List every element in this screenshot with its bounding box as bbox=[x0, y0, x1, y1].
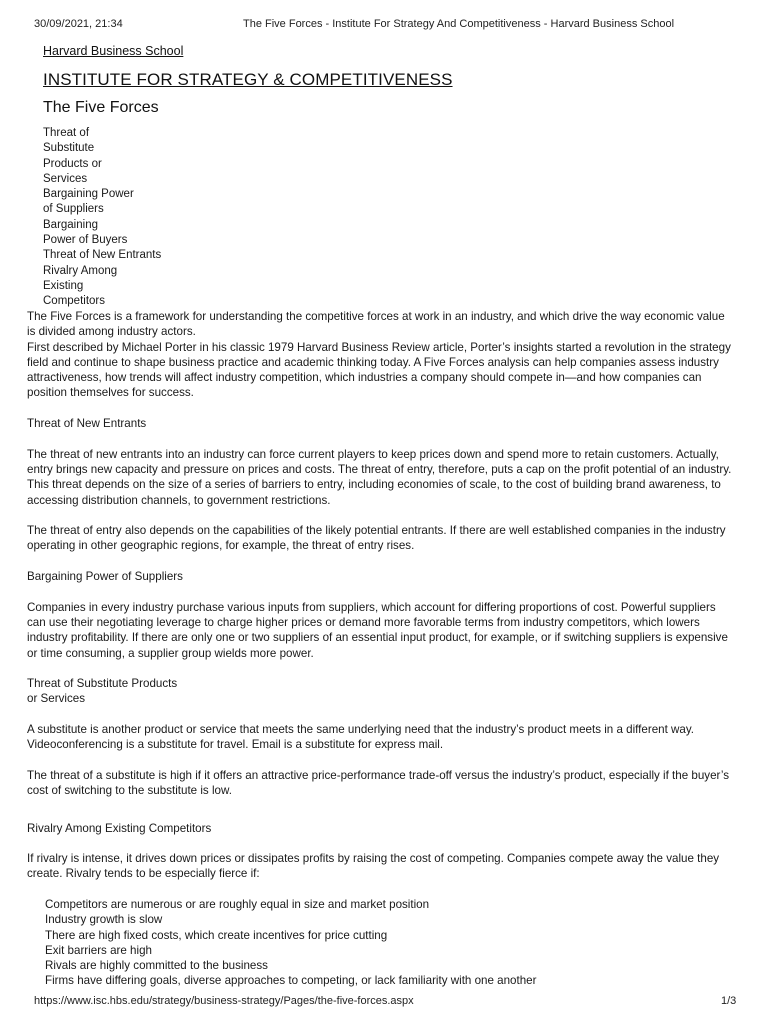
list-item: Competitors are numerous or are roughly equal in size and market position bbox=[45, 897, 430, 911]
rivalry-factors-list bbox=[27, 897, 762, 989]
nav-item[interactable]: Existing bbox=[43, 279, 84, 292]
paragraph-line: operating in other geographic regions, for example, the threat of entry rises. bbox=[27, 539, 415, 553]
intro-line: The Five Forces is a framework for understanding the competitive forces at work in an industry, and which drive the way economic value bbox=[27, 310, 725, 323]
intro-line: position themselves for success. bbox=[27, 386, 194, 400]
paragraph-line: This threat depends on the size of a series of barriers to entry, including economies of scale, to the cost of building brand awareness, to bbox=[27, 478, 721, 492]
list-item: There are high fixed costs, which create incentives for price cutting bbox=[45, 928, 388, 942]
hbs-link[interactable]: Harvard Business School bbox=[43, 44, 184, 58]
intro-line: is divided among industry actors. bbox=[27, 325, 196, 339]
nav-item[interactable]: Competitors bbox=[43, 295, 105, 308]
list-item: Industry growth is slow bbox=[45, 913, 163, 927]
print-footer bbox=[0, 994, 768, 1010]
paragraph-line: accessing distribution channels, to government restrictions. bbox=[27, 493, 331, 507]
institute-link[interactable]: INSTITUTE FOR STRATEGY & COMPETITIVENESS bbox=[43, 70, 453, 89]
list-item: Firms have differing goals, diverse approaches to competing, or lack familiarity with one another bbox=[45, 974, 537, 988]
nav-item[interactable]: Power of Buyers bbox=[43, 234, 128, 247]
page-number: 1/3 bbox=[721, 995, 737, 1007]
paragraph-line: A substitute is another product or service that meets the same underlying need that the industry’s product meets in a different way. bbox=[27, 723, 695, 737]
section-heading: Rivalry Among Existing Competitors bbox=[27, 821, 212, 835]
paragraph-line: If rivalry is intense, it drives down prices or dissipates profits by raising the cost of competing. Companies compete away the value they bbox=[27, 852, 720, 866]
paragraph-line: entry brings new capacity and pressure on prices and costs. The threat of entry, therefore, puts a cap on the profit potential of an industry. bbox=[27, 462, 732, 476]
paragraph-line: Companies in every industry purchase various inputs from suppliers, which account for differing proportions of cost. Powerful suppliers bbox=[27, 600, 716, 614]
intro-line: First described by Michael Porter in his classic 1979 Harvard Business Review article, Porter’s insights started a revolution in the strategy bbox=[27, 340, 731, 354]
paragraph-line: or time consuming, a supplier group wields more power. bbox=[27, 646, 314, 660]
nav-item[interactable]: Threat of New Entrants bbox=[43, 249, 162, 262]
print-url: https://www.isc.hbs.edu/strategy/business-strategy/Pages/the-five-forces.aspx bbox=[34, 995, 414, 1007]
nav-item[interactable]: Bargaining bbox=[43, 218, 98, 231]
paragraph-line: industry profitability. If there are only one or two suppliers of an essential input product, for example, or if switching suppliers is expensive bbox=[27, 631, 728, 645]
paragraph-line: can use their negotiating leverage to charge higher prices or demand more favorable terms from industry competitors, which lowers bbox=[27, 615, 700, 629]
section-heading: Threat of New Entrants bbox=[27, 417, 147, 431]
paragraph-line: create. Rivalry tends to be especially fierce if: bbox=[27, 867, 260, 881]
nav-item[interactable]: of Suppliers bbox=[43, 203, 104, 216]
nav-item[interactable]: Services bbox=[43, 172, 88, 185]
nav-item[interactable]: Rivalry Among bbox=[43, 264, 118, 277]
intro-line: attractiveness, how trends will affect industry competition, which industries a company should compete in—and how companies can bbox=[27, 371, 702, 385]
paragraph-line: cost of switching to the substitute is low. bbox=[27, 784, 232, 798]
nav-item[interactable]: Products or bbox=[43, 157, 102, 170]
nav-item[interactable]: Bargaining Power bbox=[43, 188, 134, 201]
intro-line: field and continue to shape business practice and academic thinking today. A Five Forces analysis can help companies assess industry bbox=[27, 355, 719, 369]
section-heading: Bargaining Power of Suppliers bbox=[27, 570, 183, 584]
paragraph-line: The threat of new entrants into an industry can force current players to keep prices down and spend more to retain customers. Actually, bbox=[27, 447, 719, 461]
article-body bbox=[27, 309, 762, 989]
section-heading: Threat of Substitute Products bbox=[27, 677, 178, 691]
print-date: 30/09/2021, 21:34 bbox=[34, 18, 123, 30]
paragraph-line: The threat of entry also depends on the capabilities of the likely potential entrants. If there are well established companies in the industry bbox=[27, 524, 726, 538]
section-heading: or Services bbox=[27, 692, 85, 706]
page-title: The Five Forces bbox=[43, 99, 159, 116]
section-nav bbox=[43, 126, 173, 310]
paragraph-line: The threat of a substitute is high if it offers an attractive price-performance trade-off versus the industry’s product, especially if the buyer’s bbox=[27, 768, 729, 782]
nav-item[interactable]: Substitute bbox=[43, 142, 95, 155]
list-item: Exit barriers are high bbox=[45, 943, 152, 957]
nav-item[interactable]: Threat of bbox=[43, 127, 90, 139]
print-page-title: The Five Forces - Institute For Strategy And Competitiveness - Harvard Business School bbox=[243, 18, 675, 30]
paragraph-line: Videoconferencing is a substitute for travel. Email is a substitute for express mail. bbox=[27, 738, 444, 752]
list-item: Rivals are highly committed to the business bbox=[45, 959, 268, 973]
